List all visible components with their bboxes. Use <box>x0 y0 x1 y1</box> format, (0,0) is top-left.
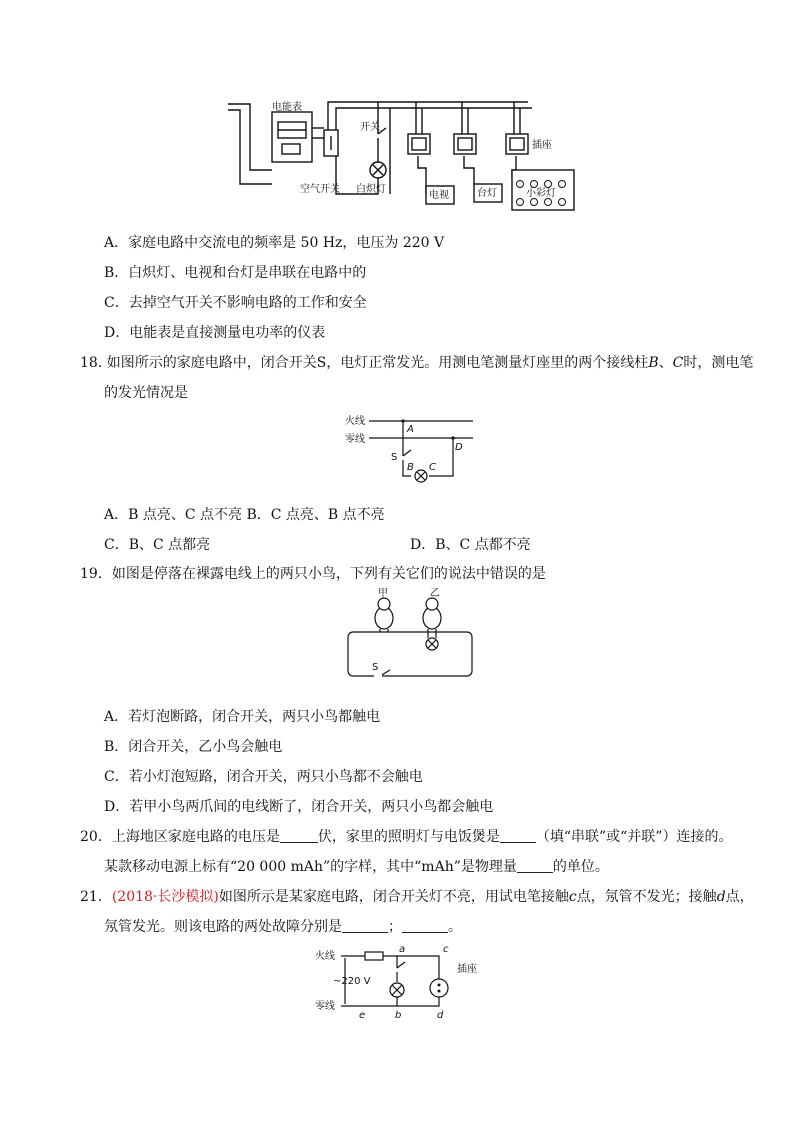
q18-option-ab: A．B 点亮、C 点不亮 B．C 点亮、B 点不亮 <box>104 507 385 523</box>
q21-zero-label: 零线 <box>315 1001 335 1012</box>
desk-lamp-label: 台灯 <box>477 188 497 199</box>
q19-switch-label: S <box>372 662 379 673</box>
q19-option-a: A．若灯泡断路，闭合开关，两只小鸟都触电 <box>104 709 381 725</box>
q21-blank-fault2[interactable] <box>402 918 448 933</box>
q18-zero-label: 零线 <box>345 434 365 445</box>
q21-blank-fault1[interactable] <box>342 918 388 933</box>
q21-source-tag: (2018·长沙模拟) <box>111 889 219 905</box>
q21-point-d: d <box>437 1010 444 1021</box>
q17-option-b: B．白炽灯、电视和台灯是串联在电路中的 <box>104 265 367 281</box>
q21-line2: 氖管发光。则该电路的两处故障分别是 ； 。 <box>104 919 462 935</box>
q21-point-e: e <box>359 1010 366 1021</box>
q18-point-c: C <box>429 462 436 473</box>
bird-jia-label: 甲 <box>378 588 388 599</box>
q18-option-d: D．B、C 点都不亮 <box>410 537 531 553</box>
q20-line2: 某款移动电源上标有“20 000 mAh”的字样，其中“mAh”是物理量 的单位。 <box>104 859 609 875</box>
q18-stem-line1: 18. 如图所示的家庭电路中，闭合开关S，电灯正常发光。用测电笔测量灯座里的两个接线柱B、C时，测电笔 <box>80 355 754 371</box>
meter-label: 电能表 <box>272 102 302 113</box>
q19-option-c: C．若小灯泡短路，闭合开关，两只小鸟都不会触电 <box>104 769 423 785</box>
lights-label: 小彩灯 <box>526 188 556 199</box>
air-switch-label: 空气开关 <box>300 184 340 195</box>
q17-option-c: C．去掉空气开关不影响电路的工作和安全 <box>104 295 367 311</box>
q21-point-a: a <box>399 944 406 955</box>
q21-voltage-label: ~220 V <box>333 976 371 987</box>
q17-option-a: A．家庭电路中交流电的频率是 50 Hz，电压为 220 V <box>104 235 445 251</box>
q18-switch-label: S <box>391 452 398 463</box>
q20-blank-voltage[interactable] <box>280 828 318 843</box>
q18-point-b: B <box>407 462 414 473</box>
tv-label: 电视 <box>429 190 449 201</box>
switch-label: 开关 <box>360 122 380 133</box>
q21-line1: 21．(2018·长沙模拟)如图所示是某家庭电路，闭合开关灯不亮，用试电笔接触c点，氖管不发光；接触d点， <box>80 889 754 905</box>
q19-stem: 19．如图是停落在裸露电线上的两只小鸟，下列有关它们的说法中错误的是 <box>80 566 546 582</box>
figure-q18-circuit <box>345 410 475 490</box>
q18-point-a: A <box>407 424 414 435</box>
q17-option-d: D．电能表是直接测量电功率的仪表 <box>104 325 326 341</box>
figure-q19-birds <box>340 588 480 688</box>
q21-fire-label: 火线 <box>315 951 335 962</box>
bird-yi-label: 乙 <box>430 588 440 599</box>
q20-line1: 20．上海地区家庭电路的电压是 伏，家里的照明灯与电饭煲是 （填“串联”或“并联”）连接的。 <box>80 829 733 845</box>
q18-point-d: D <box>455 442 463 453</box>
q21-point-c: c <box>443 944 449 955</box>
q20-blank-connection[interactable] <box>500 828 536 843</box>
socket-label: 插座 <box>532 140 552 151</box>
q21-socket-label: 插座 <box>457 964 477 975</box>
figure-home-circuit <box>228 98 588 214</box>
q21-point-b: b <box>395 1010 402 1021</box>
bulb-label: 白炽灯 <box>356 184 386 195</box>
q18-option-c: C．B、C 点都亮 <box>104 537 211 553</box>
figure-q21-circuit <box>315 944 490 1024</box>
q19-option-b: B．闭合开关，乙小鸟会触电 <box>104 739 283 755</box>
q19-option-d: D．若甲小鸟两爪间的电线断了，闭合开关，两只小鸟都会触电 <box>104 799 494 815</box>
q20-blank-quantity[interactable] <box>517 858 553 873</box>
q18-fire-label: 火线 <box>345 416 365 427</box>
q18-stem-line2: 的发光情况是 <box>104 385 188 401</box>
